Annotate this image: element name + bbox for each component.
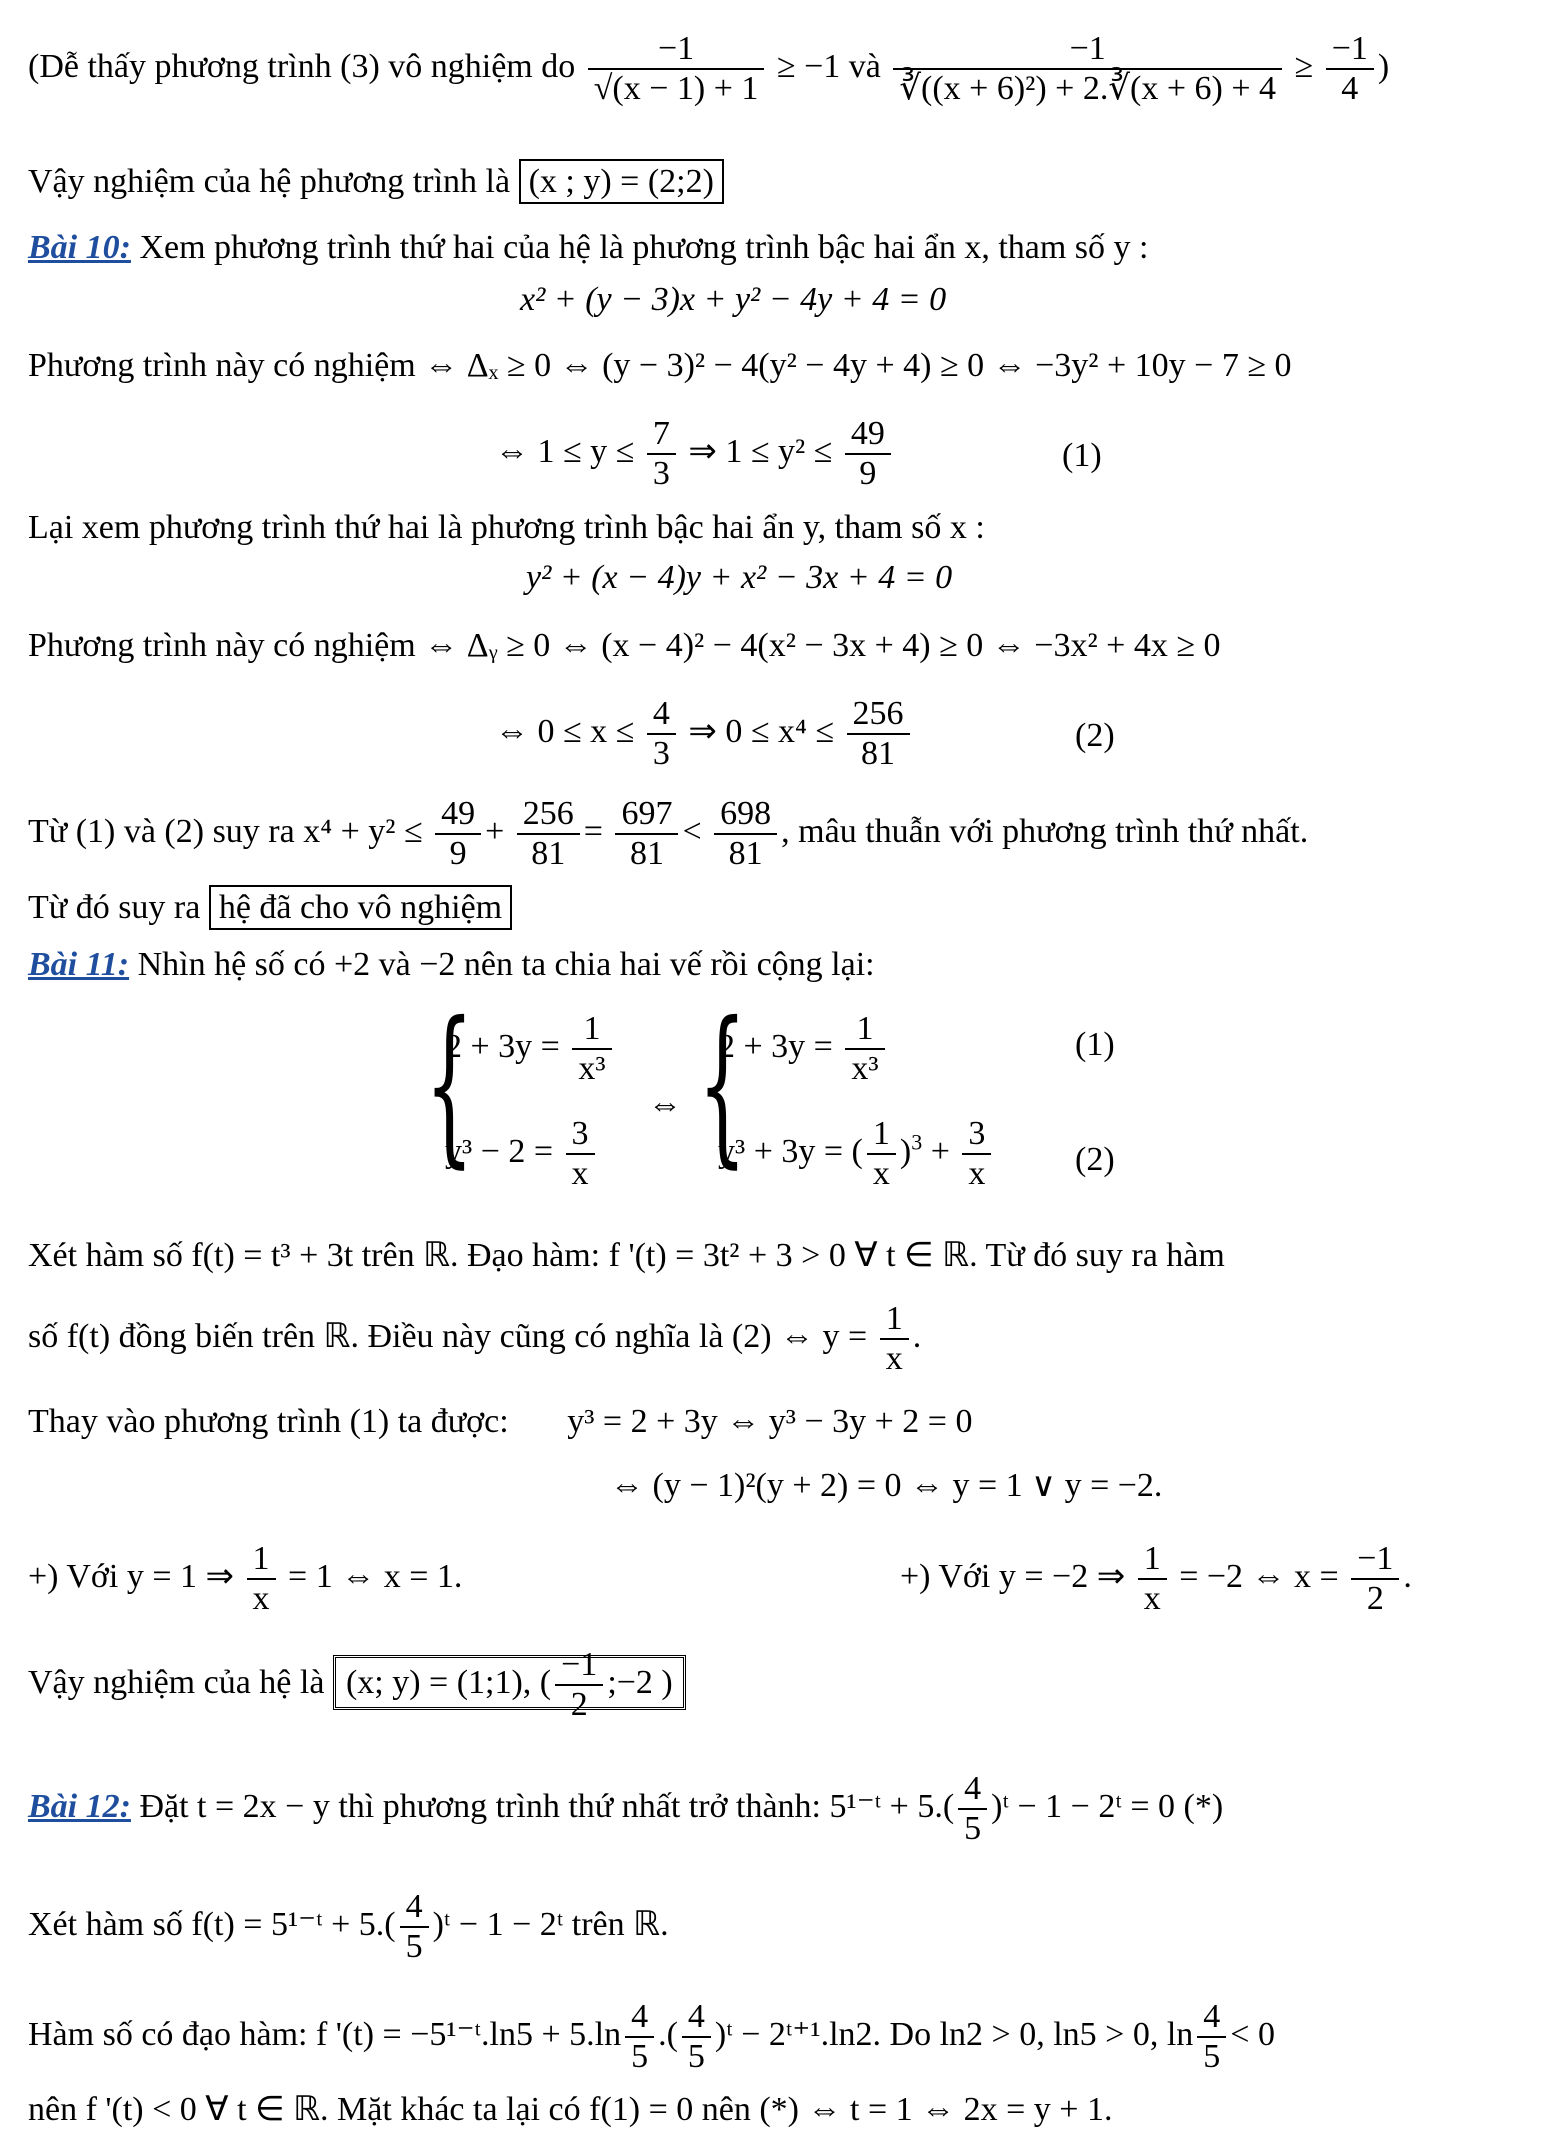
system-brace: { [698, 986, 747, 1184]
text: < 0 [1230, 2015, 1275, 2053]
exercise-12-intro [28, 1770, 1223, 1848]
text-line [28, 1888, 669, 1966]
fraction [893, 30, 1282, 108]
iff-sign: ⇔ [648, 1086, 682, 1123]
denominator: 81 [861, 735, 895, 772]
answer-box [333, 1646, 686, 1723]
denominator: 5 [631, 2038, 649, 2075]
system-eq [718, 1010, 889, 1088]
text: .( [658, 2015, 678, 2053]
denominator: x³ [578, 1050, 606, 1087]
fraction [1197, 1998, 1226, 2076]
equation-tag: (1) [1075, 1026, 1115, 1063]
text-line: nên f '(t) < 0 ∀ t ∈ ℝ. Mặt khác ta lại có f(1) = 0 nên (*) ⇔ t = 1 ⇔ 2x = y + 1. [28, 2091, 1113, 2128]
text-line [28, 795, 1308, 873]
text: Vậy nghiệm của hệ phương trình là [28, 163, 511, 200]
text: )ᵗ − 2ᵗ⁺¹.ln2. Do ln2 > 0, ln5 > 0, ln [714, 2015, 1194, 2053]
numerator: 697 [615, 795, 678, 835]
text: y³ − 2 = [445, 1132, 554, 1170]
text-line [900, 1540, 1412, 1618]
exercise-10-intro [28, 228, 1148, 268]
text: Vậy nghiệm của hệ là [28, 1663, 325, 1701]
fraction [845, 1010, 884, 1088]
fraction [615, 795, 678, 873]
text: ⇒ 0 ≤ x⁴ ≤ [688, 712, 834, 750]
text: ) [1377, 47, 1390, 85]
denominator: 9 [859, 455, 877, 492]
denominator: x [252, 1580, 270, 1617]
text: Nhìn hệ số có +2 và −2 nên ta chia hai vế rồi cộng lại: [137, 946, 875, 983]
numerator: −1 [588, 30, 765, 70]
text-line [495, 695, 914, 773]
fraction [1326, 30, 1374, 108]
text: Thay vào phương trình (1) ta được: [28, 1403, 509, 1440]
numerator: 3 [566, 1115, 595, 1155]
numerator: 4 [400, 1888, 429, 1928]
system-eq [445, 1115, 599, 1193]
fraction [682, 1998, 711, 2076]
text: ≥ [1294, 47, 1314, 85]
denominator: 5 [1203, 2038, 1221, 2075]
text: Từ đó suy ra [28, 889, 201, 926]
fraction [517, 795, 580, 873]
exercise-title: Bài 11: [28, 946, 130, 983]
exercise-11-intro [28, 945, 875, 985]
numerator: 1 [247, 1540, 276, 1580]
text: Xét hàm số f(t) = 5¹⁻ᵗ + 5.( [28, 1905, 396, 1943]
fraction [566, 1115, 595, 1193]
fraction [958, 1770, 987, 1848]
denominator: 81 [531, 835, 566, 872]
numerator: 7 [647, 415, 676, 455]
fraction [847, 695, 910, 773]
equation: y² + (x − 4)y + x² − 3x + 4 = 0 [526, 559, 953, 596]
numerator: 3 [962, 1115, 991, 1155]
numerator: −1 [893, 30, 1282, 70]
text-line-conclusion-9 [28, 162, 724, 202]
text: 2 + 3y = [445, 1027, 560, 1065]
equation-tag: (2) [1075, 717, 1115, 754]
text: +) Với y = 1 ⇒ [28, 1557, 235, 1595]
text: , mâu thuẫn với phương trình thứ nhất. [781, 812, 1309, 850]
text-line: ⇔ (y − 1)²(y + 2) = 0 ⇔ y = 1 ∨ y = −2. [610, 1467, 1163, 1504]
denominator: x³ [851, 1050, 879, 1087]
denominator: x [1143, 1580, 1161, 1617]
denominator: x [968, 1155, 986, 1192]
text: = −2 ⇔ x = [1179, 1557, 1339, 1595]
numerator: 49 [845, 415, 891, 455]
denominator: 9 [449, 835, 467, 872]
numerator: 4 [1197, 1998, 1226, 2038]
numerator: 4 [958, 1770, 987, 1810]
exercise-title: Bài 12: [28, 1787, 131, 1825]
text-line [28, 888, 512, 928]
numerator: 256 [847, 695, 910, 735]
system-eq: y³ + 3y = ( $\frac{1}{x}$ )$^3$ + $\frac{3}{x}$ [718, 1115, 995, 1193]
answer-box: (x ; y) = (2;2) [519, 159, 724, 204]
text: Đặt t = 2x − y thì phương trình thứ nhất trở thành: 5¹⁻ᵗ + 5.( [139, 1787, 955, 1825]
denominator: 4 [1341, 70, 1359, 107]
fraction [247, 1540, 276, 1618]
text: 2 + 3y = [718, 1027, 833, 1065]
text: Từ (1) và (2) suy ra x⁴ + y² ≤ [28, 812, 423, 850]
text: (x; y) = (1;1), ( [345, 1663, 552, 1701]
fraction [714, 795, 777, 873]
text: < [682, 812, 702, 850]
numerator: 4 [647, 695, 676, 735]
numerator: −1 [555, 1646, 603, 1686]
text: = 1 ⇔ x = 1. [288, 1557, 463, 1595]
numerator: 1 [845, 1010, 884, 1050]
fraction [1138, 1540, 1167, 1618]
denominator: √(x − 1) + 1 [593, 70, 759, 107]
text: số f(t) đồng biến trên ℝ. Điều này cũng có nghĩa là (2) ⇔ y = [28, 1317, 868, 1355]
denominator: 5 [964, 1810, 982, 1847]
numerator: 49 [435, 795, 481, 835]
text-line [28, 1300, 921, 1378]
denominator: 2 [570, 1686, 588, 1723]
fraction [880, 1300, 909, 1378]
numerator: −1 [1351, 1540, 1399, 1580]
fraction [572, 1010, 611, 1088]
text-line [28, 1402, 972, 1442]
denominator: x [872, 1155, 890, 1192]
denominator: x [571, 1155, 589, 1192]
fraction [588, 30, 765, 108]
text: )ᵗ − 1 − 2ᵗ trên ℝ. [432, 1905, 669, 1943]
text-line [28, 1646, 686, 1724]
numerator: 698 [714, 795, 777, 835]
fraction [435, 795, 481, 873]
text: )ᵗ − 1 − 2ᵗ = 0 (*) [991, 1787, 1224, 1825]
text: ⇔ 0 ≤ x ≤ [495, 712, 635, 750]
text-line-intro-note [28, 30, 1389, 108]
text-line: Lại xem phương trình thứ hai là phương trình bậc hai ẩn y, tham số x : [28, 509, 985, 546]
denominator: 5 [687, 2038, 705, 2075]
text-line [28, 1540, 462, 1618]
text-line [28, 1998, 1275, 2076]
numerator: 256 [517, 795, 580, 835]
fraction [555, 1646, 603, 1724]
text: ⇒ 1 ≤ y² ≤ [688, 432, 833, 470]
system-brace: { [425, 986, 474, 1184]
fraction [625, 1998, 654, 2076]
fraction [845, 415, 891, 493]
numerator: 4 [625, 1998, 654, 2038]
fraction [647, 695, 676, 773]
text-line: Phương trình này có nghiệm ⇔ Δᵧ ≥ 0 ⇔ (x − 4)² − 4(x² − 3x + 4) ≥ 0 ⇔ −3x² + 4x ≥ 0 [28, 627, 1221, 664]
text: Hàm số có đạo hàm: f '(t) = −5¹⁻ᵗ.ln5 + 5.ln [28, 2015, 622, 2053]
text: ⇔ 1 ≤ y ≤ [495, 432, 635, 470]
text: +) Với y = −2 ⇒ [900, 1557, 1126, 1595]
text: ;−2 ) [607, 1663, 673, 1701]
text-line: Phương trình này có nghiệm ⇔ Δₓ ≥ 0 ⇔ (y − 3)² − 4(y² − 4y + 4) ≥ 0 ⇔ −3y² + 10y − 7 ≥ 0 [28, 347, 1292, 384]
fraction [647, 415, 676, 493]
fraction [400, 1888, 429, 1966]
answer-box: hệ đã cho vô nghiệm [209, 885, 512, 930]
equation-tag: (2) [1075, 1141, 1115, 1178]
fraction [962, 1115, 991, 1193]
numerator: 1 [880, 1300, 909, 1340]
text: = [583, 812, 603, 850]
denominator: 3 [652, 735, 670, 772]
text: + [485, 812, 505, 850]
numerator: 1 [867, 1115, 896, 1155]
numerator: −1 [1326, 30, 1374, 70]
text-line: Xét hàm số f(t) = t³ + 3t trên ℝ. Đạo hàm: f '(t) = 3t² + 3 > 0 ∀ t ∈ ℝ. Từ đó suy ra hàm [28, 1237, 1225, 1274]
numerator: 1 [1138, 1540, 1167, 1580]
equation-tag: (1) [1062, 437, 1102, 474]
text: (Dễ thấy phương trình (3) vô nghiệm do [28, 47, 576, 85]
text: . [912, 1317, 922, 1355]
denominator: 3 [652, 455, 670, 492]
denominator: ∛((x + 6)²) + 2.∛(x + 6) + 4 [899, 70, 1277, 107]
system-eq [445, 1010, 616, 1088]
denominator: 81 [728, 835, 763, 872]
exercise-title: Bài 10: [28, 229, 131, 266]
text: . [1403, 1557, 1412, 1595]
numerator: 1 [572, 1010, 611, 1050]
fraction [1351, 1540, 1399, 1618]
text-line [495, 415, 895, 493]
denominator: 2 [1366, 1580, 1384, 1617]
text: y³ + 3y = [718, 1132, 844, 1170]
fraction [867, 1115, 896, 1193]
numerator: 4 [682, 1998, 711, 2038]
denominator: x [885, 1340, 903, 1377]
text: Xem phương trình thứ hai của hệ là phương trình bậc hai ẩn x, tham số y : [139, 229, 1149, 266]
text: + [930, 1132, 950, 1170]
denominator: 81 [629, 835, 664, 872]
text: y³ = 2 + 3y ⇔ y³ − 3y + 2 = 0 [567, 1403, 973, 1440]
text: ≥ −1 và [776, 47, 881, 85]
denominator: 5 [405, 1928, 423, 1965]
equation: x² + (y − 3)x + y² − 4y + 4 = 0 [520, 281, 947, 318]
